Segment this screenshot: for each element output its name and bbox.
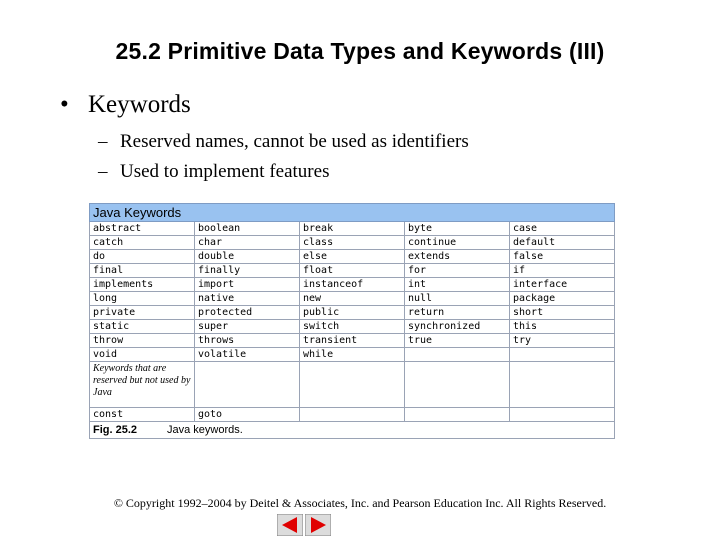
bullet-dot: • (60, 91, 69, 118)
next-slide-button[interactable] (305, 514, 331, 536)
keyword-cell: super (195, 320, 300, 334)
keyword-cell: const (90, 408, 195, 422)
slide-title: 25.2 Primitive Data Types and Keywords (III) (115, 38, 605, 64)
keyword-cell: float (300, 264, 405, 278)
keyword-cell: finally (195, 264, 300, 278)
keyword-cell: double (195, 250, 300, 264)
triangle-left-icon (277, 514, 303, 536)
subbullet-1: – Reserved names, cannot be used as identifiers (98, 131, 469, 152)
empty-cell (510, 362, 615, 408)
table-row (90, 236, 615, 250)
keyword-cell: volatile (195, 348, 300, 362)
table-row (90, 292, 615, 306)
java-keywords-table (89, 203, 615, 439)
keyword-cell: class (300, 236, 405, 250)
keyword-cell: extends (405, 250, 510, 264)
keyword-cell: if (510, 264, 615, 278)
keyword-cell: byte (405, 222, 510, 236)
subbullet-2-text: Used to implement features (120, 161, 330, 182)
figure-caption-text: Java keywords. (167, 424, 243, 436)
keyword-cell: char (195, 236, 300, 250)
keyword-cell: for (405, 264, 510, 278)
keyword-cell: long (90, 292, 195, 306)
keyword-cell: this (510, 320, 615, 334)
prev-slide-button[interactable] (277, 514, 303, 536)
table-header: Java Keywords (90, 204, 615, 222)
keyword-cell: protected (195, 306, 300, 320)
keyword-cell (405, 408, 510, 422)
table-row (90, 264, 615, 278)
table-row (90, 250, 615, 264)
keyword-cell (510, 408, 615, 422)
keyword-cell: public (300, 306, 405, 320)
keyword-cell: instanceof (300, 278, 405, 292)
bullet-keywords (60, 91, 191, 119)
table-header-row (90, 204, 615, 222)
subbullet-2: – Used to implement features (98, 161, 330, 182)
reserved-note-row (90, 362, 615, 408)
keyword-cell: false (510, 250, 615, 264)
keyword-cell: void (90, 348, 195, 362)
keyword-cell: do (90, 250, 195, 264)
triangle-right-icon (305, 514, 331, 536)
empty-cell (195, 362, 300, 408)
table-row (90, 334, 615, 348)
figure-caption-row (90, 422, 615, 439)
table-row (90, 320, 615, 334)
keyword-cell: throw (90, 334, 195, 348)
copyright-text: © Copyright 1992–2004 by Deitel & Associates, Inc. and Pearson Education Inc. All Rights Reserved. (113, 496, 607, 510)
figure-caption (90, 422, 615, 439)
keyword-cell: else (300, 250, 405, 264)
keyword-cell (300, 408, 405, 422)
keyword-cell: int (405, 278, 510, 292)
subbullet-1-text: Reserved names, cannot be used as identifiers (120, 131, 469, 152)
keyword-cell: throws (195, 334, 300, 348)
keyword-cell: catch (90, 236, 195, 250)
keyword-cell: switch (300, 320, 405, 334)
keyword-cell: short (510, 306, 615, 320)
keyword-cell: true (405, 334, 510, 348)
empty-cell (300, 362, 405, 408)
keyword-cell: new (300, 292, 405, 306)
keyword-cell: static (90, 320, 195, 334)
keyword-cell: null (405, 292, 510, 306)
table-row (90, 222, 615, 236)
keyword-cell: implements (90, 278, 195, 292)
bullet-text: Keywords (88, 91, 191, 118)
keyword-cell: case (510, 222, 615, 236)
table-row (90, 278, 615, 292)
table-row (90, 306, 615, 320)
keyword-cell: continue (405, 236, 510, 250)
keyword-cell (510, 348, 615, 362)
keyword-cell: transient (300, 334, 405, 348)
keyword-cell: final (90, 264, 195, 278)
keyword-cell: while (300, 348, 405, 362)
keyword-cell: import (195, 278, 300, 292)
keyword-cell (405, 348, 510, 362)
keyword-cell: interface (510, 278, 615, 292)
keyword-cell: break (300, 222, 405, 236)
keyword-cell: synchronized (405, 320, 510, 334)
keyword-cell: goto (195, 408, 300, 422)
keyword-cell: try (510, 334, 615, 348)
keyword-cell: package (510, 292, 615, 306)
keyword-cell: return (405, 306, 510, 320)
keyword-cell: private (90, 306, 195, 320)
table-row (90, 348, 615, 362)
keyword-cell: default (510, 236, 615, 250)
keyword-cell: boolean (195, 222, 300, 236)
keyword-cell: abstract (90, 222, 195, 236)
figure-number: Fig. 25.2 (93, 424, 138, 436)
keyword-cell: native (195, 292, 300, 306)
reserved-note: Keywords that are reserved but not used by Java (90, 362, 195, 408)
reserved-keywords-row (90, 408, 615, 422)
empty-cell (405, 362, 510, 408)
